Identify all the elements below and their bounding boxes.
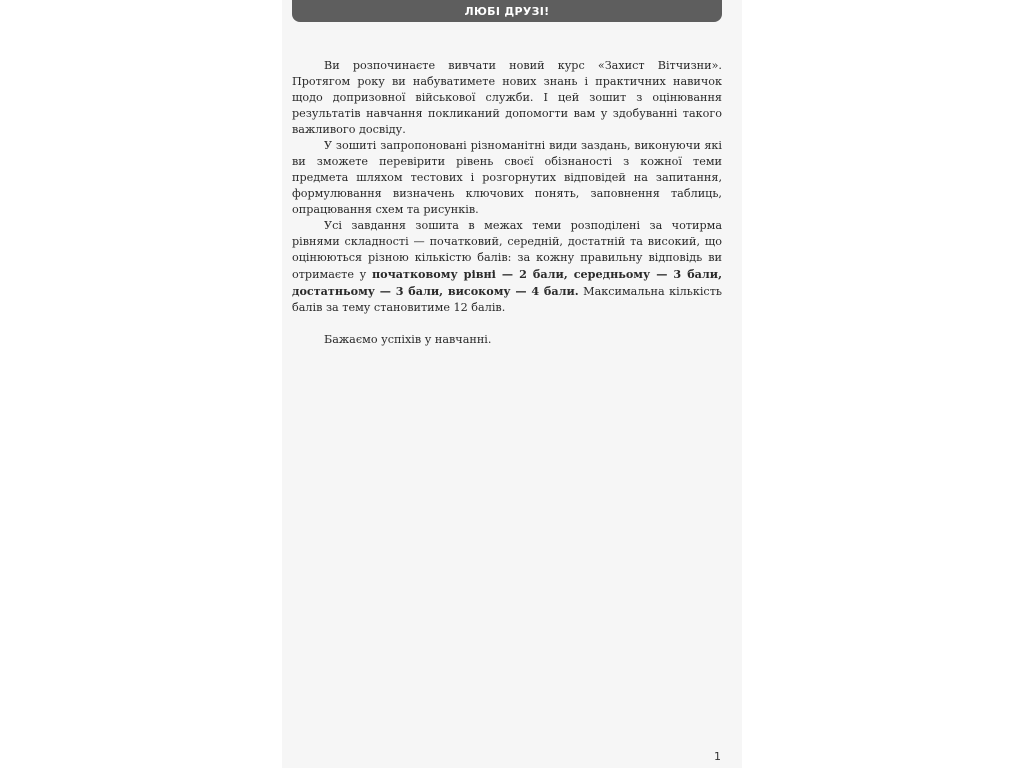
paragraph-levels [292,218,722,316]
paragraph-levels-points: початковому рівні — 2 бали, середньому — 3 бали, достатньому — 3 бали, високому — 4 бали. [292,267,722,298]
paragraph-closing: Бажаємо успіхів у навчанні. [324,333,492,346]
page-title: ЛЮБІ ДРУЗІ! [464,4,550,18]
paragraph-levels-text-1: Усі завдання зошита в межах теми розподілені за чотирма рівнями складності — початковий, середній, достатній та високий, що оцінюються різною кількістю балів: за кожну правильну відповідь ви отримаєте у [292,219,722,281]
paragraph-levels-text-2: Максимальна кількість балів за тему становитиме 12 балів. [292,285,722,314]
paragraph-tasks: У зошиті запропоновані різноманітні види заздань, виконуючи які ви зможете перевірити рівень своєї обізнаності з кожної теми предмета шляхом тестових і розгорнутих відповідей на запитання, формулювання визначень ключових понять, заповнення таблиць, опрацювання схем та рисунків. [292,139,722,216]
header-banner [292,0,722,22]
body-text [292,58,722,348]
paragraph-intro: Ви розпочинаєте вивчати новий курс «Захист Вітчизни». Протягом року ви набуватимете нових знань і практичних навичок щодо допризовної військової служби. І цей зошит з оцінювання результатів навчання покликаний допомогти вам у здобуванні такого важливого досвіду. [292,59,722,136]
page-number: 1 [714,750,721,763]
